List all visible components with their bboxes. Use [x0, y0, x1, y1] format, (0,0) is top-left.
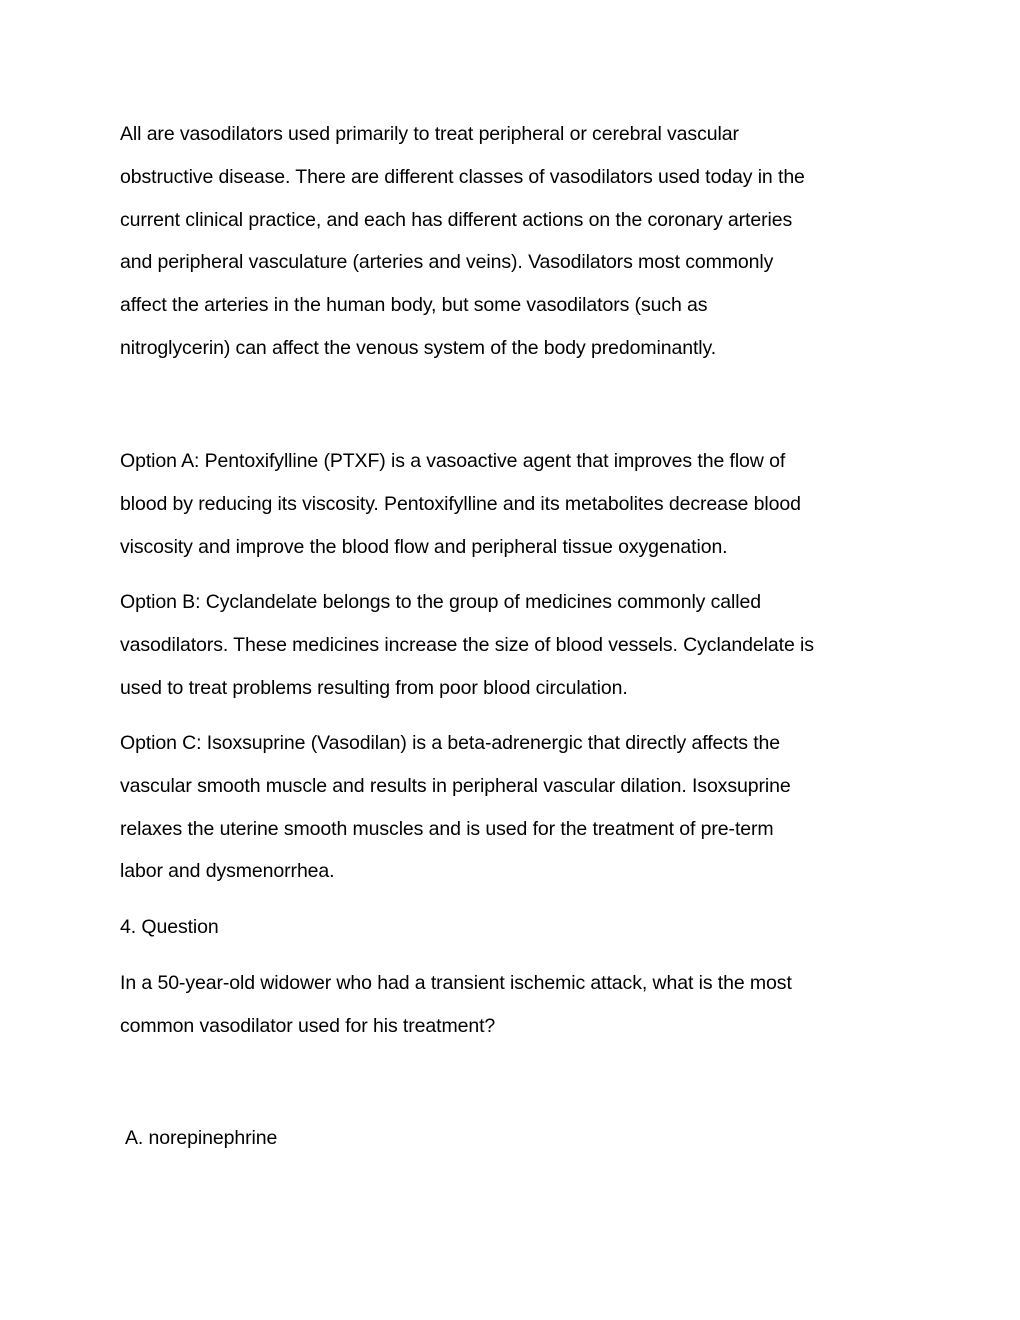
paragraph-line: obstructive disease. There are different classes of vasodilators used today in the [120, 165, 805, 188]
paragraph-line: and peripheral vasculature (arteries and veins). Vasodilators most commonly [120, 251, 774, 274]
paragraph-line: relaxes the uterine smooth muscles and is used for the treatment of pre-term [120, 817, 774, 840]
explanation-paragraph [120, 113, 900, 370]
question-number: 4. Question [120, 916, 219, 938]
paragraph-line: In a 50-year-old widower who had a transient ischemic attack, what is the most [120, 972, 792, 994]
option-a-explanation [120, 440, 900, 568]
paragraph-line: affect the arteries in the human body, but some vasodilators (such as [120, 294, 708, 317]
paragraph-line: nitroglycerin) can affect the venous system of the body predominantly. [120, 336, 717, 359]
answer-option-label: A. norepinephrine [125, 1127, 278, 1149]
paragraph-line: Option B: Cyclandelate belongs to the group of medicines commonly called [120, 591, 761, 613]
paragraph-line: common vasodilator used for his treatment? [120, 1014, 496, 1037]
option-b-explanation [120, 581, 900, 709]
paragraph-line: current clinical practice, and each has different actions on the coronary arteries [120, 208, 793, 231]
paragraph-line: vasodilators. These medicines increase the size of blood vessels. Cyclandelate is [120, 633, 814, 656]
question-text [120, 962, 900, 1048]
paragraph-line: All are vasodilators used primarily to treat peripheral or cerebral vascular [120, 123, 739, 145]
paragraph-line: Option A: Pentoxifylline (PTXF) is a vasoactive agent that improves the flow of [120, 450, 786, 472]
paragraph-line: labor and dysmenorrhea. [120, 860, 335, 883]
answer-option-a [125, 1117, 905, 1160]
paragraph-line: Option C: Isoxsuprine (Vasodilan) is a beta-adrenergic that directly affects the [120, 732, 781, 754]
paragraph-line: blood by reducing its viscosity. Pentoxifylline and its metabolites decrease blood [120, 492, 801, 515]
paragraph-line: vascular smooth muscle and results in peripheral vascular dilation. Isoxsuprine [120, 774, 791, 797]
option-c-explanation [120, 722, 900, 893]
paragraph-line: viscosity and improve the blood flow and peripheral tissue oxygenation. [120, 535, 728, 558]
question-heading [120, 906, 900, 949]
paragraph-line: used to treat problems resulting from poor blood circulation. [120, 676, 628, 699]
